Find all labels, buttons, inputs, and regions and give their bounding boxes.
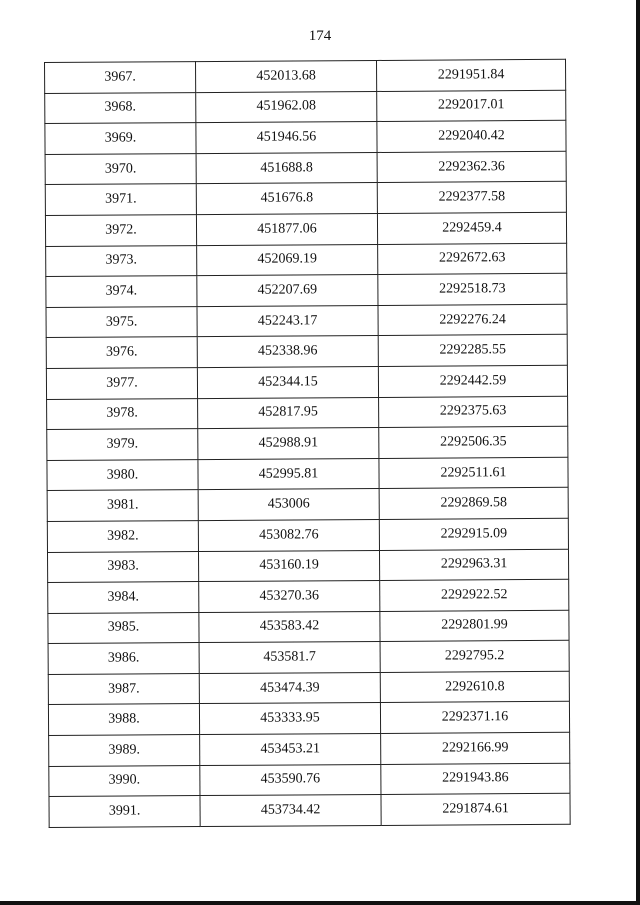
coordinate-table-wrapper: [44, 59, 567, 828]
y-coordinate-cell: 2292922.52: [380, 579, 569, 611]
table-row: [46, 304, 567, 338]
y-coordinate-cell: 2292377.58: [377, 182, 566, 214]
table-row: [48, 579, 569, 613]
point-number-cell: 3982.: [47, 520, 198, 552]
table-row: [48, 671, 569, 705]
x-coordinate-cell: 453082.76: [198, 519, 379, 551]
point-number-cell: 3980.: [47, 459, 198, 491]
table-row: [45, 121, 566, 155]
y-coordinate-cell: 2292518.73: [378, 273, 567, 305]
point-number-cell: 3977.: [46, 368, 197, 400]
point-number-cell: 3985.: [48, 612, 199, 644]
point-number-cell: 3970.: [45, 153, 196, 185]
table-row: [45, 151, 566, 185]
point-number-cell: 3969.: [45, 123, 196, 155]
table-row: [49, 763, 570, 797]
y-coordinate-cell: 2291943.86: [381, 763, 570, 795]
x-coordinate-cell: 453453.21: [200, 734, 381, 766]
table-row: [48, 610, 569, 644]
x-coordinate-cell: 451946.56: [196, 122, 377, 154]
table-row: [45, 90, 566, 124]
y-coordinate-cell: 2292371.16: [380, 702, 569, 734]
table-row: [46, 243, 567, 277]
x-coordinate-cell: 451962.08: [196, 91, 377, 123]
table-row: [47, 396, 568, 430]
y-coordinate-cell: 2292362.36: [377, 151, 566, 183]
point-number-cell: 3974.: [46, 276, 197, 308]
point-number-cell: 3990.: [49, 765, 200, 797]
table-row: [49, 732, 570, 766]
point-number-cell: 3991.: [49, 796, 200, 828]
x-coordinate-cell: 453333.95: [199, 703, 380, 735]
y-coordinate-cell: 2292442.59: [378, 365, 567, 397]
x-coordinate-cell: 453160.19: [198, 550, 379, 582]
table-row: [46, 365, 567, 399]
x-coordinate-cell: 452338.96: [197, 336, 378, 368]
point-number-cell: 3984.: [48, 582, 199, 614]
point-number-cell: 3983.: [47, 551, 198, 583]
point-number-cell: 3973.: [46, 245, 197, 277]
y-coordinate-cell: 2292511.61: [379, 457, 568, 489]
x-coordinate-cell: 453474.39: [199, 672, 380, 704]
y-coordinate-cell: 2292040.42: [377, 121, 566, 153]
y-coordinate-cell: 2291874.61: [381, 794, 570, 826]
page-number: 174: [308, 28, 332, 44]
point-number-cell: 3976.: [46, 337, 197, 369]
x-coordinate-cell: 452243.17: [197, 305, 378, 337]
y-coordinate-cell: 2292869.58: [379, 488, 568, 520]
x-coordinate-cell: 451688.8: [196, 152, 377, 184]
y-coordinate-cell: 2292459.4: [377, 212, 566, 244]
point-number-cell: 3968.: [45, 92, 196, 124]
table-row: [47, 549, 568, 583]
y-coordinate-cell: 2292017.01: [377, 90, 566, 122]
table-row: [47, 426, 568, 460]
table-row: [46, 273, 567, 307]
x-coordinate-cell: 452988.91: [198, 428, 379, 460]
table-row: [47, 518, 568, 552]
x-coordinate-cell: 452069.19: [197, 244, 378, 276]
y-coordinate-cell: 2292801.99: [380, 610, 569, 642]
y-coordinate-cell: 2292276.24: [378, 304, 567, 336]
x-coordinate-cell: 451676.8: [196, 183, 377, 215]
x-coordinate-cell: 453590.76: [200, 764, 381, 796]
x-coordinate-cell: 452344.15: [197, 366, 378, 398]
point-number-cell: 3988.: [48, 704, 199, 736]
y-coordinate-cell: 2292672.63: [378, 243, 567, 275]
table-row: [45, 212, 566, 246]
point-number-cell: 3987.: [48, 673, 199, 705]
y-coordinate-cell: 2292795.2: [380, 641, 569, 673]
x-coordinate-cell: 453270.36: [199, 581, 380, 613]
point-number-cell: 3967.: [45, 62, 196, 94]
point-number-cell: 3981.: [47, 490, 198, 522]
x-coordinate-cell: 451877.06: [196, 213, 377, 245]
point-number-cell: 3979.: [47, 429, 198, 461]
coordinate-table: [44, 59, 571, 828]
y-coordinate-cell: 2292963.31: [379, 549, 568, 581]
point-number-cell: 3989.: [49, 735, 200, 767]
y-coordinate-cell: 2292610.8: [380, 671, 569, 703]
table-row: [49, 794, 570, 828]
point-number-cell: 3971.: [45, 184, 196, 216]
y-coordinate-cell: 2292166.99: [381, 732, 570, 764]
coordinate-table-body: [45, 59, 571, 827]
point-number-cell: 3972.: [45, 215, 196, 247]
table-row: [45, 182, 566, 216]
table-row: [48, 702, 569, 736]
y-coordinate-cell: 2292506.35: [379, 426, 568, 458]
y-coordinate-cell: 2292375.63: [379, 396, 568, 428]
point-number-cell: 3978.: [47, 398, 198, 430]
y-coordinate-cell: 2291951.84: [376, 59, 565, 91]
x-coordinate-cell: 452995.81: [198, 458, 379, 490]
table-row: [46, 335, 567, 369]
point-number-cell: 3975.: [46, 306, 197, 338]
x-coordinate-cell: 453734.42: [200, 795, 381, 827]
table-row: [45, 59, 566, 93]
point-number-cell: 3986.: [48, 643, 199, 675]
x-coordinate-cell: 453006: [198, 489, 379, 521]
x-coordinate-cell: 452817.95: [198, 397, 379, 429]
table-row: [47, 488, 568, 522]
x-coordinate-cell: 452207.69: [197, 275, 378, 307]
x-coordinate-cell: 453581.7: [199, 642, 380, 674]
table-row: [48, 641, 569, 675]
y-coordinate-cell: 2292915.09: [379, 518, 568, 550]
table-row: [47, 457, 568, 491]
x-coordinate-cell: 453583.42: [199, 611, 380, 643]
y-coordinate-cell: 2292285.55: [378, 335, 567, 367]
x-coordinate-cell: 452013.68: [196, 60, 377, 92]
